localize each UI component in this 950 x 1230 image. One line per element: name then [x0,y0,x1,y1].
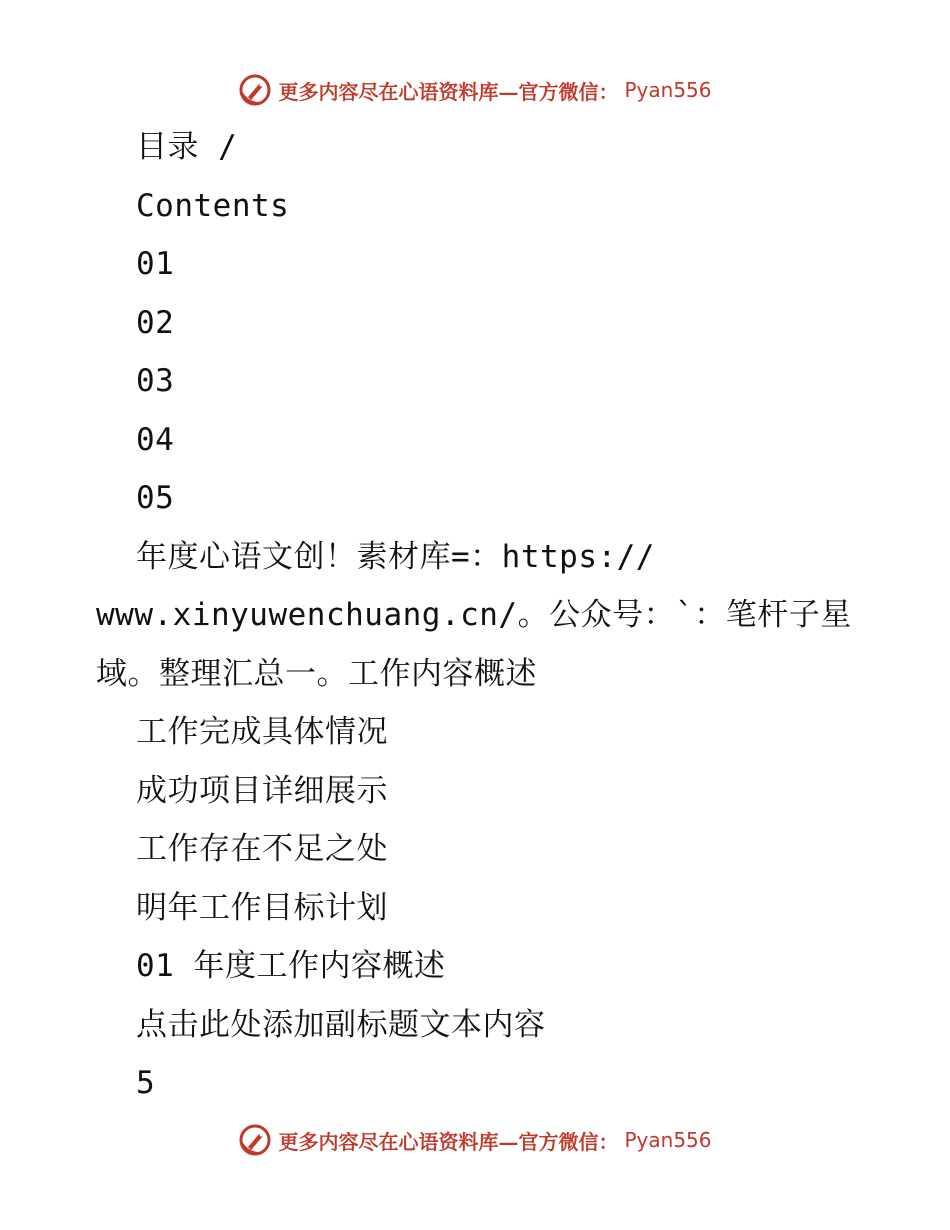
document-body [96,118,856,1113]
pen-nib-logo-icon [238,73,272,107]
toc-title: 目录 / [136,129,238,165]
toc-number: 02 [136,304,175,341]
header-banner-contact: Pyan556 [624,78,712,102]
paragraph-line: 域。整理汇总一。工作内容概述 [96,655,537,692]
header-banner [0,70,950,110]
intro-paragraph [96,528,856,704]
toc-number: 04 [136,421,175,458]
footer-banner-text: 更多内容尽在心语资料库—官方微信： [278,1129,619,1154]
header-banner-text: 更多内容尽在心语资料库—官方微信： [278,79,619,104]
toc-number: 03 [136,363,175,399]
toc-item: 明年工作目标计划 [136,889,388,926]
toc-item: 工作完成具体情况 [136,714,388,750]
toc-subtitle: Contents [136,187,290,224]
paragraph-line: 年度心语文创！素材库=：https:// [136,538,655,575]
footer-banner [0,1120,950,1160]
paragraph-line: www.xinyuwenchuang.cn/。公众号：`：笔杆子星 [96,597,852,633]
pen-nib-logo-icon [238,1123,272,1157]
footer-banner-contact: Pyan556 [624,1128,712,1152]
toc-number: 01 [136,246,175,282]
page-number: 5 [136,1065,156,1101]
toc-item: 工作存在不足之处 [136,831,388,867]
toc-item: 成功项目详细展示 [136,772,388,809]
subtitle-placeholder: 点击此处添加副标题文本内容 [136,1006,546,1043]
section-heading: 01 年度工作内容概述 [136,948,446,984]
toc-number: 05 [136,480,175,516]
